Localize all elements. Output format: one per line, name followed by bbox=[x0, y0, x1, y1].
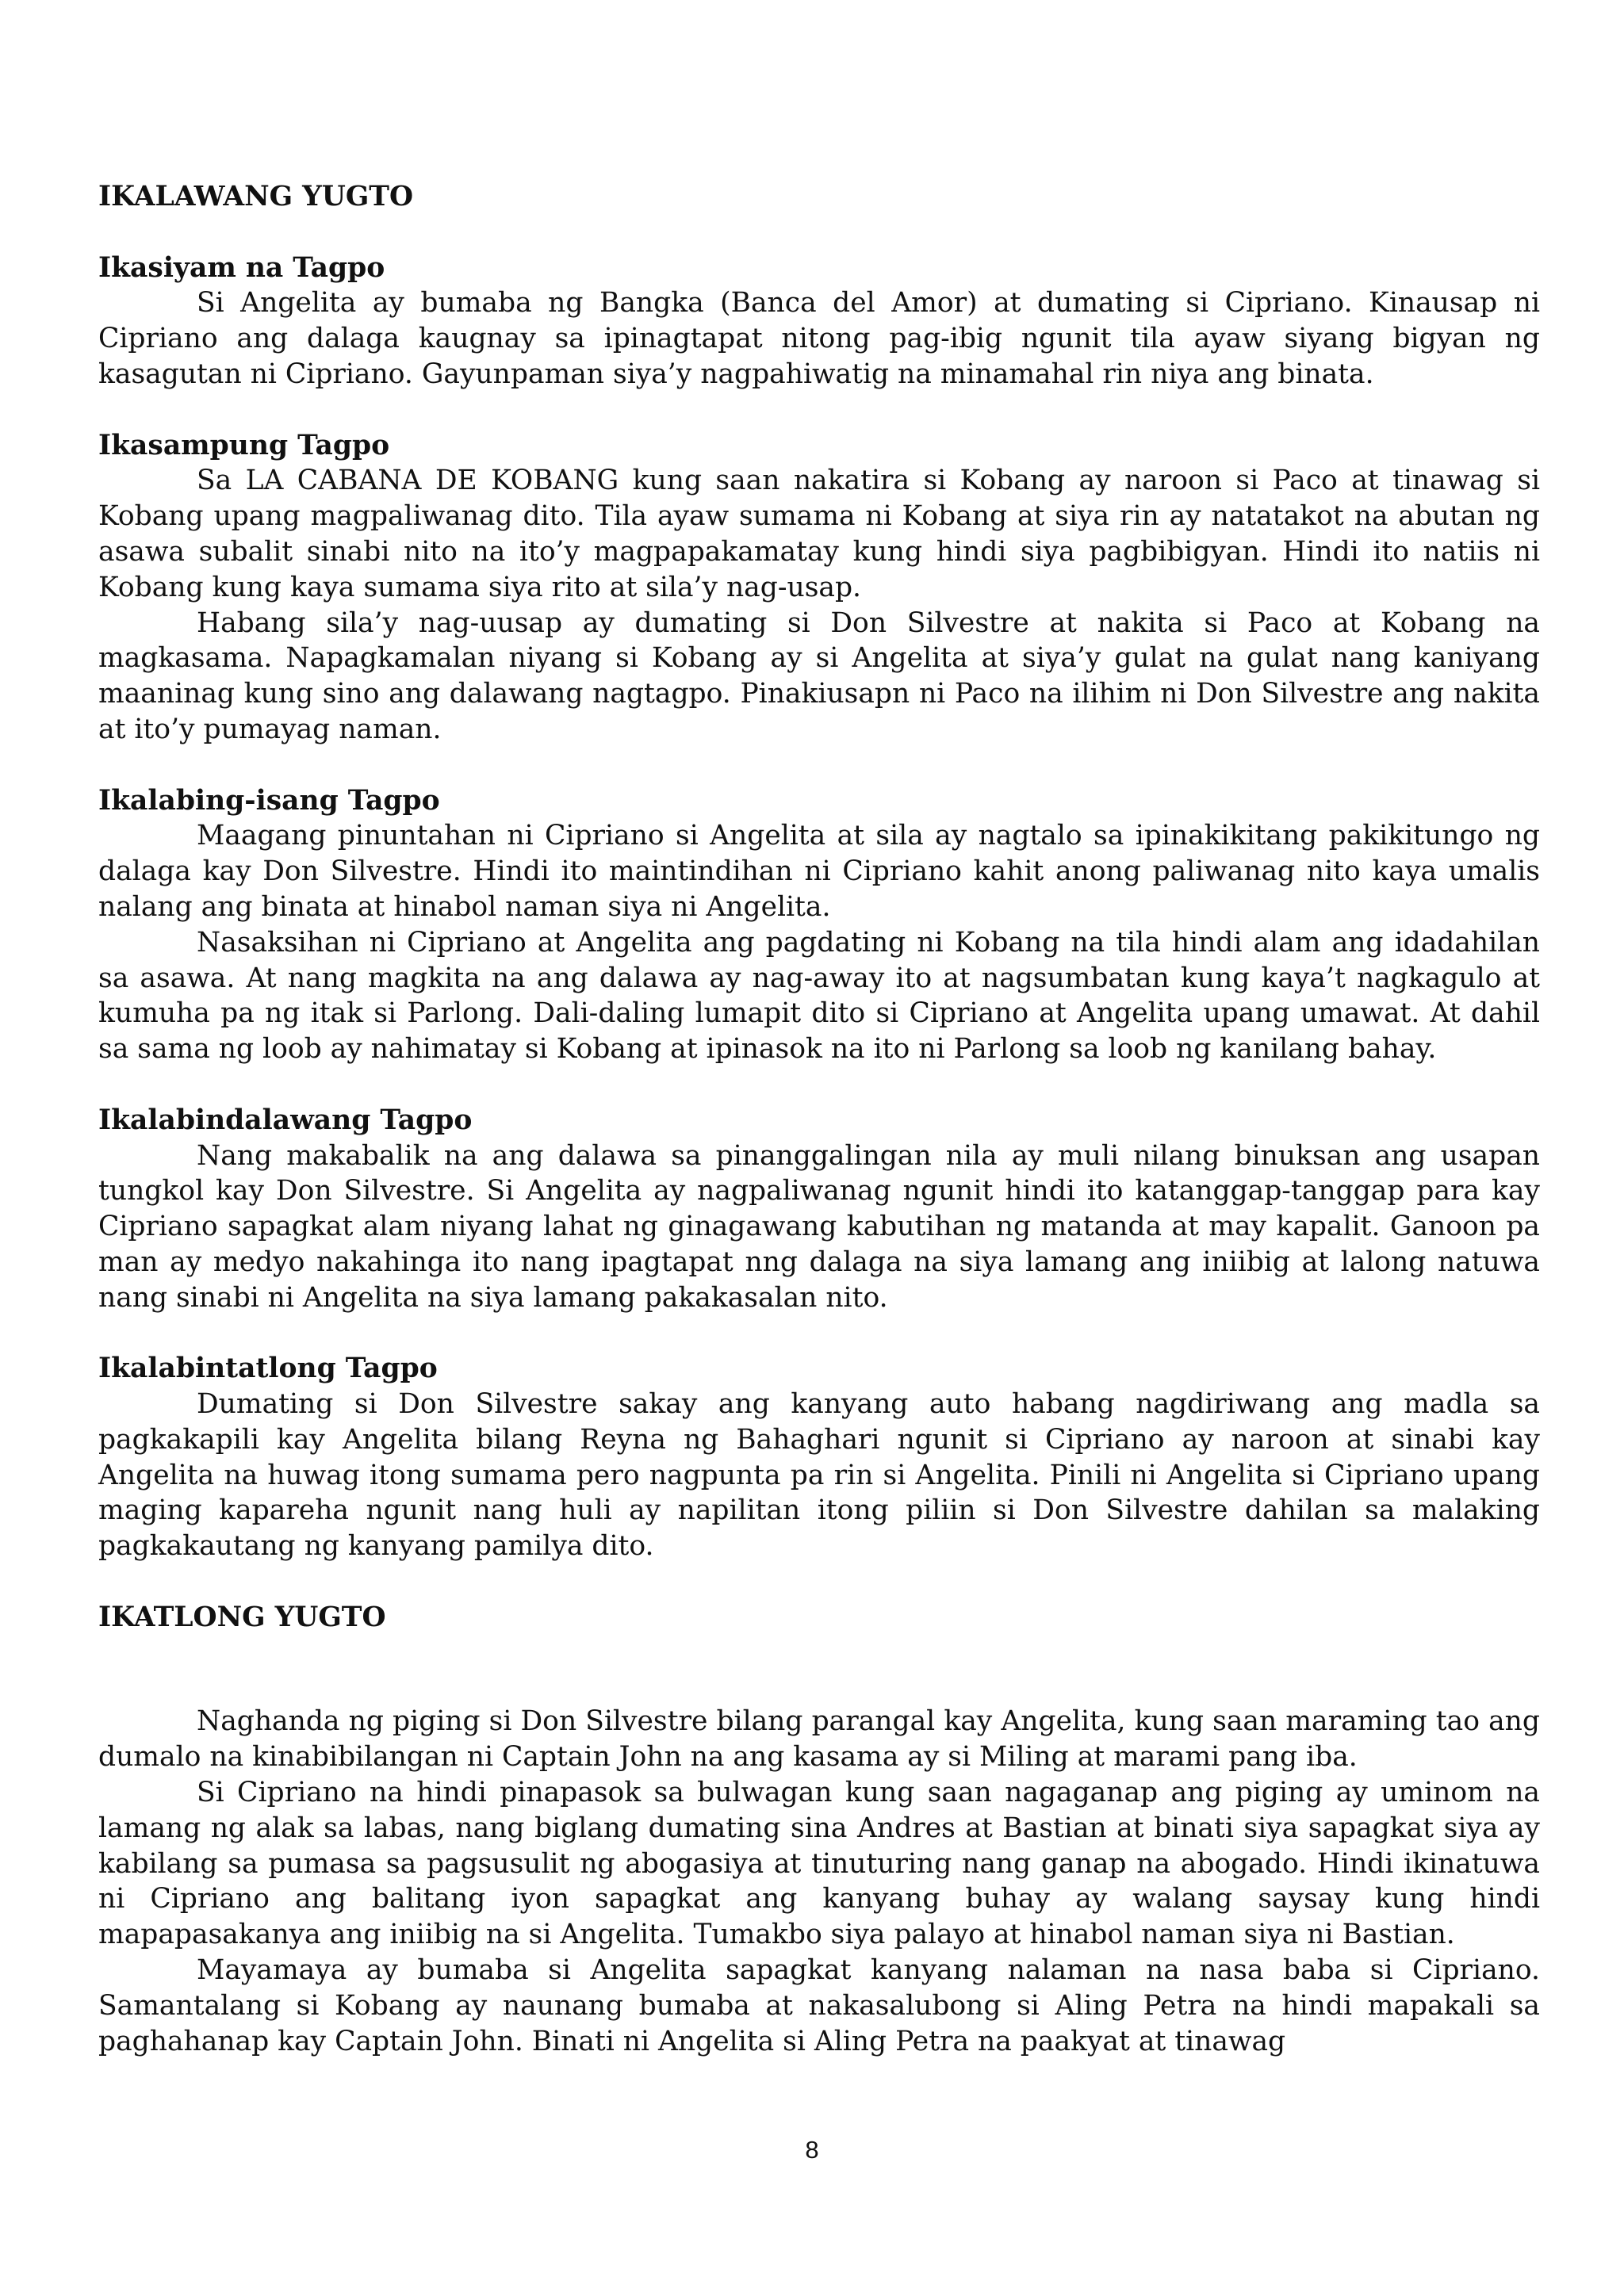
scene-paragraph: Nang makabalik na ang dalawa sa pinanggalingan nila ay muli nilang binuksan ang usapan tungkol kay Don Silvestre. Si Angelita ay nagpaliwanag ngunit hindi ito katanggap-tanggap para kay Cipriano sapagkat alam niyang lahat ng ginagawang kabutihan ng matanda at may kapalit. Ganoon pa man ay medyo nakahinga ito nang ipagtapat nng dalaga na siya lamang ang iniibig at lalong natuwa nang sinabi ni Angelita na siya lamang pakakasalan nito. bbox=[98, 1139, 1540, 1314]
document-page bbox=[98, 179, 1540, 2059]
scene-paragraph: Maagang pinuntahan ni Cipriano si Angelita at sila ay nagtalo sa ipinakikitang pakikitungo ng dalaga kay Don Silvestre. Hindi ito maintindihan ni Cipriano kahit anong paliwanag nito kaya umalis nalang ang binata at hinabol naman siya ni Angelita. bbox=[98, 820, 1540, 923]
scene-10 bbox=[98, 428, 1540, 748]
scene-heading: Ikalabindalawang Tagpo bbox=[98, 1104, 473, 1136]
spacer bbox=[98, 748, 1540, 783]
scene-heading: Ikasampung Tagpo bbox=[98, 429, 390, 461]
scene-11 bbox=[98, 783, 1540, 1067]
scene-paragraph: Si Angelita ay bumaba ng Bangka (Banca del Amor) at dumating si Cipriano. Kinausap ni Cipriano ang dalaga kaugnay sa ipinagtapat nitong pag-ibig ngunit tila ayaw siyang bigyan ng kasagutan ni Cipriano. Gayunpaman siya’y nagpahiwatig na minamahal rin niya ang binata. bbox=[98, 287, 1540, 390]
scene-heading: Ikalabintatlong Tagpo bbox=[98, 1353, 438, 1385]
scene-paragraph: Nasaksihan ni Cipriano at Angelita ang pagdating ni Kobang na tila hindi alam ang idadahilan sa asawa. At nang magkita na ang dalawa ay nag-away ito at nagsumbatan kung kaya’t nagkagulo at kumuha pa ng itak si Parlong. Dali-daling lumapit dito si Cipriano at Angelita upang umawat. At dahil sa sama ng loob ay nahimatay si Kobang at ipinasok na ito ni Parlong sa loob ng kanilang bahay. bbox=[98, 926, 1540, 1066]
scene-paragraph: Habang sila’y nag-uusap ay dumating si Don Silvestre at nakita si Paco at Kobang na magkasama. Napagkamalan niyang si Kobang ay si Angelita at siya’y gulat na gulat nang kaniyang maaninag kung sino ang dalawang nagtagpo. Pinakiusapn ni Paco na ilihim ni Don Silvestre ang nakita at ito’y pumayag naman. bbox=[98, 607, 1540, 745]
scene-12 bbox=[98, 1103, 1540, 1316]
scene-13 bbox=[98, 1351, 1540, 1564]
spacer bbox=[98, 392, 1540, 428]
scene-paragraph: Dumating si Don Silvestre sakay ang kanyang auto habang nagdiriwang ang madla sa pagkakapili kay Angelita bilang Reyna ng Bahaghari ngunit si Cipriano ay naroon at sinabi kay Angelita na huwag itong sumama pero nagpunta pa rin si Angelita. Pinili ni Angelita si Cipriano upang maging kapareha ngunit nang huli ay napilitan itong piliin si Don Silvestre dahilan sa malaking pagkakautang ng kanyang pamilya dito. bbox=[98, 1388, 1540, 1563]
spacer bbox=[98, 1670, 1540, 1704]
spacer bbox=[98, 1316, 1540, 1352]
spacer bbox=[98, 1067, 1540, 1103]
act-three-body bbox=[98, 1704, 1540, 2059]
act-three-title: IKATLONG YUGTO bbox=[98, 1601, 386, 1633]
act-paragraph: Naghanda ng piging si Don Silvestre bilang parangal kay Angelita, kung saan maraming tao ang dumalo na kinabibilangan ni Captain John na ang kasama ay si Miling at marami pang iba. bbox=[98, 1705, 1540, 1774]
scene-heading: Ikasiyam na Tagpo bbox=[98, 251, 385, 284]
spacer bbox=[98, 215, 1540, 251]
act-paragraph: Si Cipriano na hindi pinapasok sa bulwagan kung saan nagaganap ang piging ay uminom na lamang ng alak sa labas, nang biglang dumating sina Andres at Bastian at binati siya sapagkat siya ay kabilang sa pumasa sa pagsusulit ng abogasiya at tinuturing nang ganap na abogado. Hindi ikinatuwa ni Cipriano ang balitang iyon sapagkat ang kanyang buhay ay walang saysay kung hindi mapapasakanya ang iniibig na si Angelita. Tumakbo siya palayo at hinabol naman siya ni Bastian. bbox=[98, 1777, 1540, 1951]
act-paragraph: Mayamaya ay bumaba si Angelita sapagkat kanyang nalaman na nasa baba si Cipriano. Samantalang si Kobang ay naunang bumaba at nakasalubong si Aling Petra na hindi mapakali sa paghahanap kay Captain John. Binati ni Angelita si Aling Petra na paakyat at tinawag bbox=[98, 1954, 1540, 2057]
act-two-title: IKALAWANG YUGTO bbox=[98, 181, 414, 212]
scene-paragraph: Sa LA CABANA DE KOBANG kung saan nakatira si Kobang ay naroon si Paco at tinawag si Kobang upang magpaliwanag dito. Tila ayaw sumama ni Kobang at siya rin ay natatakot na abutan ng asawa subalit sinabi nito na ito’y magpapakamatay kung hindi siya pagbibigyan. Hindi ito natiis ni Kobang kung kaya sumama siya rito at sila’y nag-usap. bbox=[98, 465, 1540, 603]
page-number: 8 bbox=[805, 2136, 819, 2164]
spacer bbox=[98, 1564, 1540, 1600]
spacer bbox=[98, 1636, 1540, 1671]
scene-heading: Ikalabing-isang Tagpo bbox=[98, 784, 440, 817]
scene-9 bbox=[98, 251, 1540, 392]
